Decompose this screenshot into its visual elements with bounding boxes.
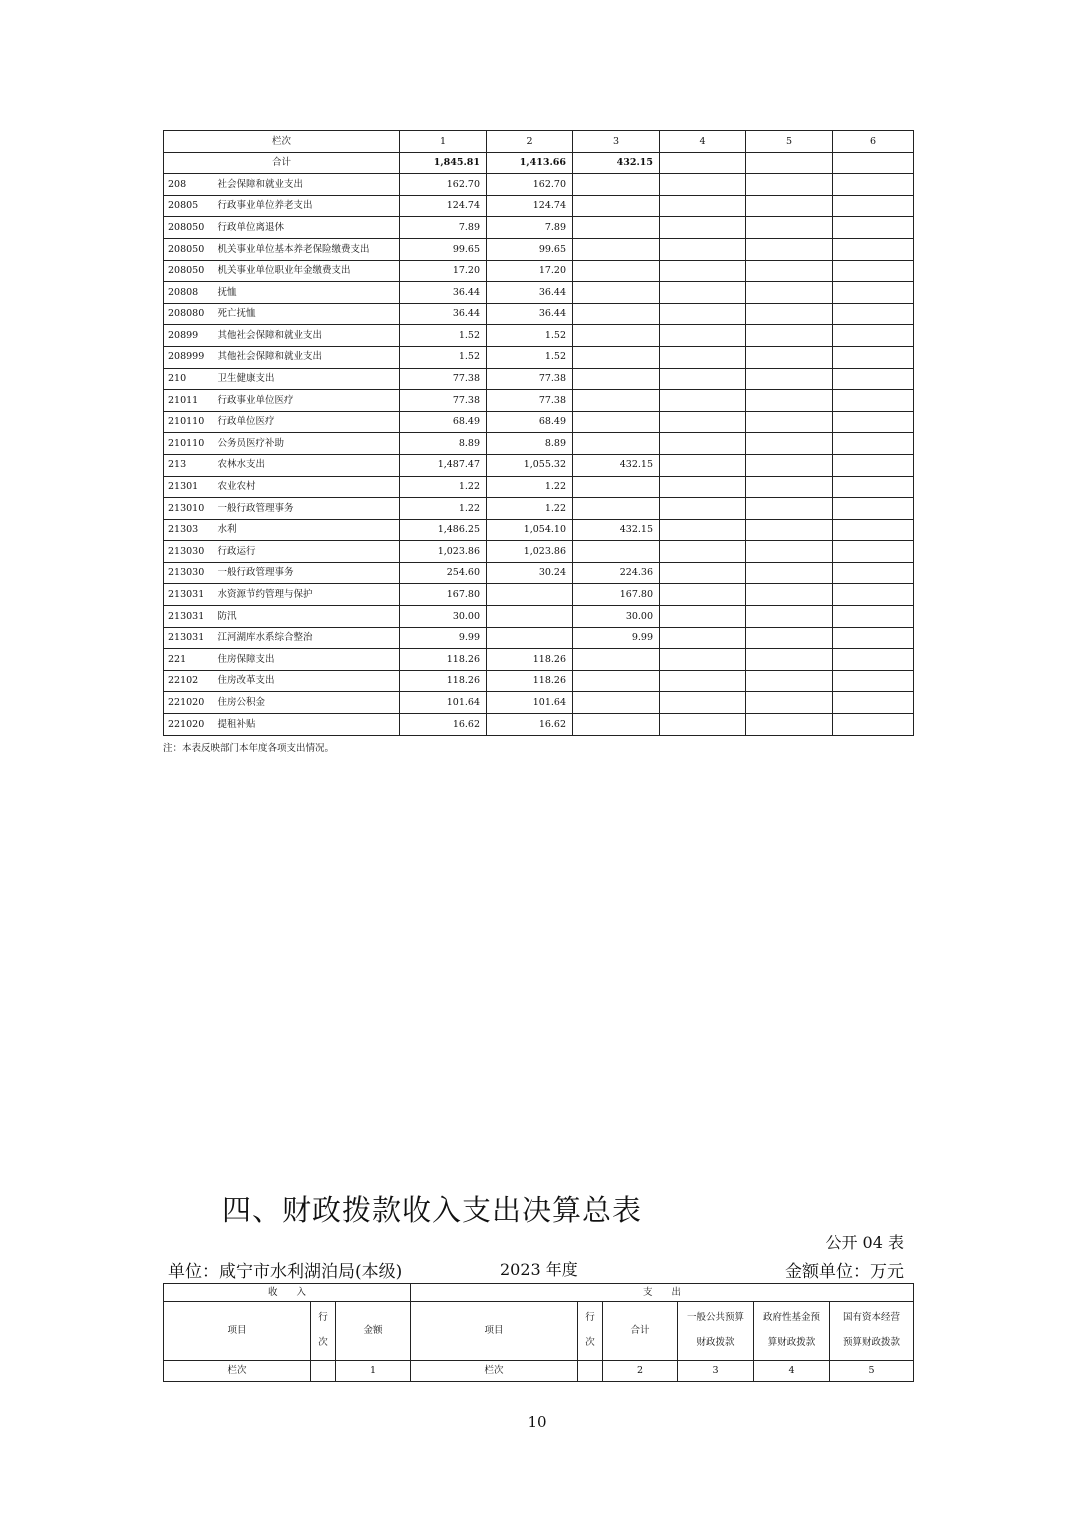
table-row: [164, 325, 914, 347]
row-value: [573, 217, 660, 239]
row-no-part: 次: [585, 1337, 595, 1348]
row-code: 213010: [164, 498, 214, 520]
row-name: 其他社会保障和就业支出: [214, 346, 400, 368]
row-code: 21303: [164, 519, 214, 541]
row-value: [573, 649, 660, 671]
row-code: 213031: [164, 584, 214, 606]
row-name: 农业农村: [214, 476, 400, 498]
row-value: 17.20: [487, 260, 573, 282]
row-value: [487, 584, 573, 606]
row-value: 1.52: [400, 325, 487, 347]
row-value: [660, 174, 746, 196]
row-value: [660, 433, 746, 455]
row-name: 农林水支出: [214, 454, 400, 476]
row-value: [660, 346, 746, 368]
row-value: [746, 714, 833, 736]
row-value: [746, 476, 833, 498]
table-row: [164, 541, 914, 563]
row-value: 1,055.32: [487, 454, 573, 476]
row-value: [833, 325, 914, 347]
row-value: 36.44: [400, 303, 487, 325]
row-value: [660, 325, 746, 347]
row-value: 101.64: [400, 692, 487, 714]
row-value: [573, 541, 660, 563]
row-value: [833, 433, 914, 455]
row-value: 8.89: [400, 433, 487, 455]
table-row: [164, 714, 914, 736]
total-value: [660, 152, 746, 174]
row-value: 30.24: [487, 562, 573, 584]
row-value: [573, 346, 660, 368]
row-value: 162.70: [400, 174, 487, 196]
col-number: 2: [603, 1361, 678, 1382]
row-value: [660, 519, 746, 541]
reporting-unit: 单位：咸宁市水利湖泊局(本级): [168, 1262, 403, 1282]
row-value: [660, 260, 746, 282]
row-value: [833, 498, 914, 520]
header-line: 政府性基金预: [762, 1312, 820, 1324]
table-row: [164, 390, 914, 412]
row-name: 住房公积金: [214, 692, 400, 714]
row-code: 210: [164, 368, 214, 390]
table-row: [164, 217, 914, 239]
total-value: 1,845.81: [400, 152, 487, 174]
row-value: [833, 303, 914, 325]
row-value: [746, 541, 833, 563]
row-value: 1.52: [400, 346, 487, 368]
row-value: [833, 195, 914, 217]
row-value: [660, 476, 746, 498]
row-value: [660, 584, 746, 606]
row-value: [833, 692, 914, 714]
row-name: 公务员医疗补助: [214, 433, 400, 455]
row-value: 1,486.25: [400, 519, 487, 541]
row-value: [833, 519, 914, 541]
row-value: [833, 649, 914, 671]
row-value: [833, 670, 914, 692]
table-row: [164, 368, 914, 390]
row-value: 16.62: [487, 714, 573, 736]
row-code: 213030: [164, 562, 214, 584]
row-value: 1,023.86: [400, 541, 487, 563]
row-value: 432.15: [573, 519, 660, 541]
row-name: 防汛: [214, 606, 400, 628]
row-value: [746, 606, 833, 628]
row-value: [573, 238, 660, 260]
table-row: [164, 649, 914, 671]
row-value: 36.44: [487, 282, 573, 304]
row-code: 210110: [164, 411, 214, 433]
row-value: [660, 498, 746, 520]
fund-budget-header: [754, 1302, 830, 1361]
header-line: 一般公共预算: [686, 1312, 744, 1324]
row-no-part: 行: [318, 1312, 328, 1324]
row-value: 432.15: [573, 454, 660, 476]
row-code: 22102: [164, 670, 214, 692]
row-value: [746, 282, 833, 304]
row-name: 住房保障支出: [214, 649, 400, 671]
table-row: [164, 238, 914, 260]
row-value: [833, 627, 914, 649]
row-value: 1,054.10: [487, 519, 573, 541]
table-row: [164, 498, 914, 520]
row-value: [746, 692, 833, 714]
row-value: [833, 584, 914, 606]
row-name: 提租补贴: [214, 714, 400, 736]
col-number: 3: [678, 1361, 754, 1382]
state-capital-header: [830, 1302, 914, 1361]
col-label: 栏次: [411, 1361, 578, 1382]
section-title: 四、财政拨款收入支出决算总表: [222, 1193, 643, 1227]
row-value: [573, 476, 660, 498]
row-value: [487, 627, 573, 649]
row-value: 101.64: [487, 692, 573, 714]
row-name: 死亡抚恤: [214, 303, 400, 325]
row-value: [746, 584, 833, 606]
row-code: 21011: [164, 390, 214, 412]
row-value: [746, 174, 833, 196]
header-line: 预算财政拨款: [843, 1337, 901, 1348]
row-value: [833, 454, 914, 476]
expense-row-no-header: [578, 1302, 603, 1361]
row-name: 水资源节约管理与保护: [214, 584, 400, 606]
expense-header: 支 出: [411, 1284, 914, 1302]
row-name: 行政事业单位养老支出: [214, 195, 400, 217]
row-value: [833, 714, 914, 736]
row-value: [746, 498, 833, 520]
total-label: 合计: [164, 152, 400, 174]
row-value: [573, 303, 660, 325]
row-value: [573, 433, 660, 455]
row-value: 124.74: [487, 195, 573, 217]
row-code: 210110: [164, 433, 214, 455]
table-row: [164, 670, 914, 692]
table-row: [164, 692, 914, 714]
expense-item-header: 项目: [411, 1302, 578, 1361]
row-value: [660, 714, 746, 736]
row-value: [833, 606, 914, 628]
header-row: [164, 131, 914, 153]
table-row: [164, 476, 914, 498]
row-value: [573, 692, 660, 714]
table-row: [164, 627, 914, 649]
header-col: 6: [833, 131, 914, 153]
row-value: [573, 174, 660, 196]
row-code: 213031: [164, 606, 214, 628]
row-value: [660, 390, 746, 412]
income-header: 收 入: [164, 1284, 411, 1302]
row-value: [487, 606, 573, 628]
row-value: [746, 325, 833, 347]
column-header-row: [164, 1302, 914, 1361]
total-value: 1,413.66: [487, 152, 573, 174]
row-value: [746, 519, 833, 541]
row-value: 68.49: [487, 411, 573, 433]
row-name: 一般行政管理事务: [214, 498, 400, 520]
row-no-part: 行: [585, 1312, 595, 1324]
row-name: 行政事业单位医疗: [214, 390, 400, 412]
col-label: 栏次: [164, 1361, 311, 1382]
table-row: [164, 454, 914, 476]
row-value: 77.38: [487, 368, 573, 390]
table-row: [164, 411, 914, 433]
row-value: 17.20: [400, 260, 487, 282]
row-value: [833, 238, 914, 260]
row-value: 30.00: [400, 606, 487, 628]
table-row: [164, 584, 914, 606]
row-value: [660, 368, 746, 390]
row-value: [833, 174, 914, 196]
header-col: 2: [487, 131, 573, 153]
row-code: 208050: [164, 217, 214, 239]
header-col: 3: [573, 131, 660, 153]
row-value: [573, 714, 660, 736]
header-line: 算财政拨款: [767, 1337, 816, 1348]
row-value: 1.22: [400, 498, 487, 520]
row-value: 77.38: [400, 368, 487, 390]
row-value: 1.22: [487, 476, 573, 498]
row-code: 20808: [164, 282, 214, 304]
row-name: 行政单位离退休: [214, 217, 400, 239]
row-code: 21301: [164, 476, 214, 498]
row-name: 水利: [214, 519, 400, 541]
row-value: [833, 260, 914, 282]
row-name: 卫生健康支出: [214, 368, 400, 390]
row-value: [660, 217, 746, 239]
row-value: [833, 282, 914, 304]
total-row: [164, 152, 914, 174]
row-code: 208999: [164, 346, 214, 368]
row-value: [660, 692, 746, 714]
row-name: 行政运行: [214, 541, 400, 563]
row-value: [660, 411, 746, 433]
row-value: [746, 303, 833, 325]
row-value: [746, 346, 833, 368]
table-row: [164, 562, 914, 584]
table-row: [164, 346, 914, 368]
row-value: 7.89: [400, 217, 487, 239]
row-value: [833, 390, 914, 412]
total-header: 合计: [603, 1302, 678, 1361]
row-name: 机关事业单位基本养老保险缴费支出: [214, 238, 400, 260]
row-code: 213031: [164, 627, 214, 649]
income-row-no-header: [311, 1302, 336, 1361]
row-value: [573, 368, 660, 390]
row-value: 9.99: [573, 627, 660, 649]
row-value: 1.22: [487, 498, 573, 520]
row-code: 208: [164, 174, 214, 196]
column-number-row: [164, 1361, 914, 1382]
row-value: [746, 454, 833, 476]
row-name: 其他社会保障和就业支出: [214, 325, 400, 347]
row-code: 221: [164, 649, 214, 671]
col-number: 4: [754, 1361, 830, 1382]
table-row: [164, 303, 914, 325]
money-unit: 金额单位：万元: [785, 1262, 904, 1282]
row-no-part: 次: [318, 1337, 328, 1348]
table-row: [164, 519, 914, 541]
empty-cell: [578, 1361, 603, 1382]
row-code: 213030: [164, 541, 214, 563]
col-number: 5: [830, 1361, 914, 1382]
row-value: [660, 238, 746, 260]
total-value: [746, 152, 833, 174]
header-line: 财政拨款: [696, 1337, 735, 1348]
row-value: 1.52: [487, 346, 573, 368]
row-code: 213: [164, 454, 214, 476]
row-name: 江河湖库水系综合整治: [214, 627, 400, 649]
row-value: 16.62: [400, 714, 487, 736]
income-item-header: 项目: [164, 1302, 311, 1361]
row-value: [746, 411, 833, 433]
row-value: 99.65: [400, 238, 487, 260]
row-code: 221020: [164, 714, 214, 736]
row-value: [746, 260, 833, 282]
row-value: 124.74: [400, 195, 487, 217]
row-value: [746, 368, 833, 390]
row-value: [833, 476, 914, 498]
row-value: [573, 195, 660, 217]
row-value: [833, 562, 914, 584]
row-value: [573, 411, 660, 433]
header-label: 栏次: [164, 131, 400, 153]
table-row: [164, 606, 914, 628]
row-value: [746, 627, 833, 649]
row-value: 1.22: [400, 476, 487, 498]
row-value: 224.36: [573, 562, 660, 584]
row-value: 77.38: [400, 390, 487, 412]
header-line: 国有资本经营: [843, 1312, 901, 1324]
row-code: 20805: [164, 195, 214, 217]
row-value: 118.26: [487, 649, 573, 671]
expenditure-table: [163, 130, 914, 736]
row-name: 抚恤: [214, 282, 400, 304]
row-value: [746, 238, 833, 260]
amount-header: 金额: [336, 1302, 411, 1361]
row-value: [833, 368, 914, 390]
row-value: [746, 649, 833, 671]
row-value: 77.38: [487, 390, 573, 412]
row-code: 221020: [164, 692, 214, 714]
row-value: 9.99: [400, 627, 487, 649]
row-value: 167.80: [400, 584, 487, 606]
row-code: 208050: [164, 260, 214, 282]
row-value: 36.44: [487, 303, 573, 325]
row-value: [573, 325, 660, 347]
row-value: [573, 390, 660, 412]
row-value: [833, 217, 914, 239]
row-value: 162.70: [487, 174, 573, 196]
row-value: [833, 541, 914, 563]
row-name: 住房改革支出: [214, 670, 400, 692]
row-value: [746, 217, 833, 239]
row-value: [573, 498, 660, 520]
row-value: [660, 606, 746, 628]
row-value: 30.00: [573, 606, 660, 628]
row-value: 118.26: [400, 649, 487, 671]
table-number: 公开 04 表: [825, 1233, 904, 1252]
row-code: 208080: [164, 303, 214, 325]
row-value: [833, 411, 914, 433]
row-code: 208050: [164, 238, 214, 260]
page-number: 10: [527, 1413, 547, 1431]
section-header-row: [164, 1284, 914, 1302]
appropriation-summary-table: [163, 1283, 914, 1382]
row-code: 20899: [164, 325, 214, 347]
row-value: [746, 195, 833, 217]
total-value: 432.15: [573, 152, 660, 174]
table-row: [164, 433, 914, 455]
header-col: 1: [400, 131, 487, 153]
row-value: [833, 346, 914, 368]
row-value: 8.89: [487, 433, 573, 455]
row-value: [660, 195, 746, 217]
row-value: 118.26: [487, 670, 573, 692]
row-value: [573, 282, 660, 304]
row-name: 一般行政管理事务: [214, 562, 400, 584]
row-value: 1.52: [487, 325, 573, 347]
row-value: [746, 390, 833, 412]
row-value: [746, 670, 833, 692]
row-value: 99.65: [487, 238, 573, 260]
row-value: [660, 670, 746, 692]
row-value: [746, 433, 833, 455]
row-value: 36.44: [400, 282, 487, 304]
fiscal-year: 2023 年度: [500, 1260, 578, 1279]
table-row: [164, 260, 914, 282]
row-value: 118.26: [400, 670, 487, 692]
row-value: [573, 670, 660, 692]
table-row: [164, 195, 914, 217]
row-value: 1,023.86: [487, 541, 573, 563]
table-note: 注：本表反映部门本年度各项支出情况。: [163, 743, 335, 754]
general-budget-header: [678, 1302, 754, 1361]
row-value: 254.60: [400, 562, 487, 584]
row-value: [660, 562, 746, 584]
row-value: [660, 541, 746, 563]
col-number: 1: [336, 1361, 411, 1382]
row-value: [746, 562, 833, 584]
row-name: 机关事业单位职业年金缴费支出: [214, 260, 400, 282]
row-value: [573, 260, 660, 282]
row-value: 68.49: [400, 411, 487, 433]
empty-cell: [311, 1361, 336, 1382]
row-value: [660, 649, 746, 671]
row-value: 1,487.47: [400, 454, 487, 476]
row-value: [660, 454, 746, 476]
row-name: 社会保障和就业支出: [214, 174, 400, 196]
table-row: [164, 282, 914, 304]
header-col: 4: [660, 131, 746, 153]
row-value: 7.89: [487, 217, 573, 239]
row-value: [660, 627, 746, 649]
row-value: [660, 282, 746, 304]
total-value: [833, 152, 914, 174]
row-name: 行政单位医疗: [214, 411, 400, 433]
table-row: [164, 174, 914, 196]
header-col: 5: [746, 131, 833, 153]
row-value: [660, 303, 746, 325]
row-value: 167.80: [573, 584, 660, 606]
